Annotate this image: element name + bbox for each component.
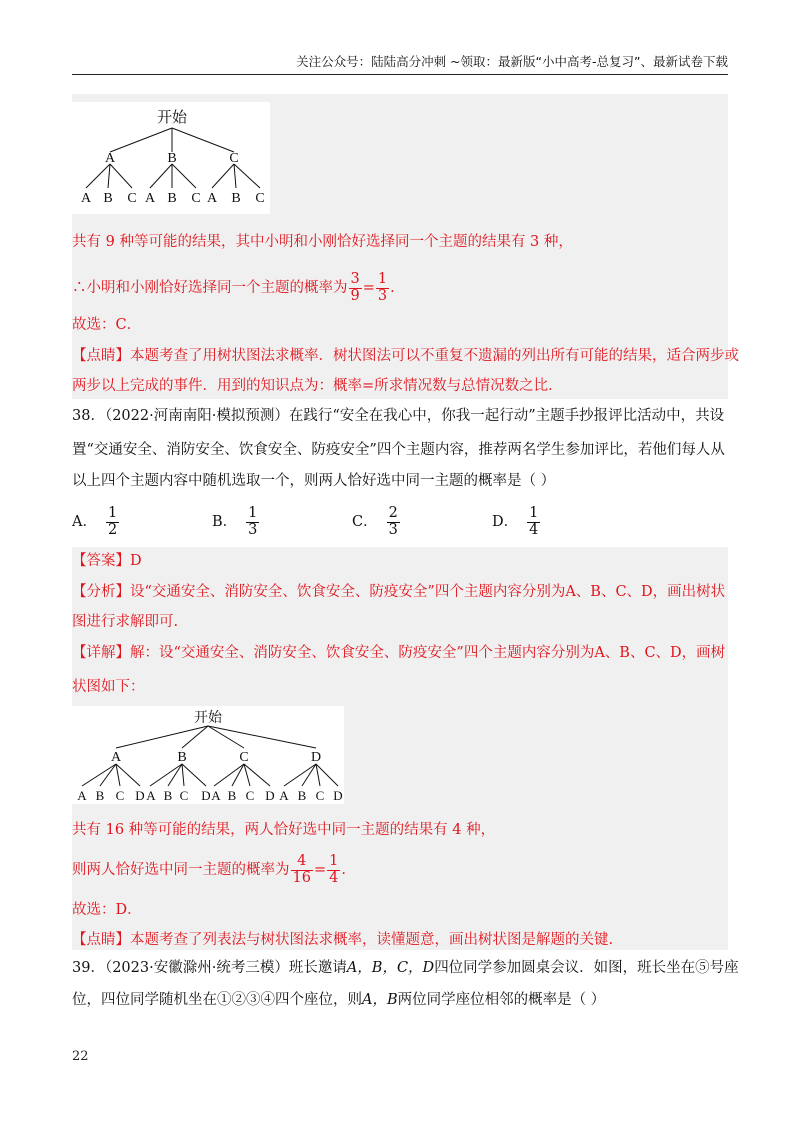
probability-line	[72, 850, 346, 890]
fraction-4-16: $\frac{4}{16}$	[292, 853, 311, 886]
page-number: 22	[72, 1049, 89, 1064]
tree2-leaf: C	[115, 788, 125, 803]
dianjing-line-38	[72, 930, 613, 950]
tree2-leaf: C	[245, 788, 255, 803]
tree1-leaf: A	[206, 191, 218, 206]
option-d	[492, 502, 541, 542]
answer-line	[72, 551, 142, 571]
block1-choice: 故选：C．	[72, 317, 142, 333]
fenxi-line1	[72, 582, 725, 602]
tree2-leaf: B	[95, 788, 105, 803]
fenxi-line2: 图进行求解即可.	[72, 614, 179, 630]
tree2-leaf: C	[179, 788, 189, 803]
q39-text-d: 两位同学座位相邻的概率是（ ）	[397, 992, 606, 1008]
tree2-leaf: D	[135, 788, 145, 803]
dianjing-text: 本题考查了列表法与树状图法求概率，读懂题意，画出树状图是解题的关键.	[130, 932, 614, 948]
probability-text: 则两人恰好选中同一主题的概率为	[72, 862, 290, 878]
option-d-fraction: $\frac{1}{4}$	[529, 505, 539, 538]
option-c	[352, 502, 401, 542]
tree1-node-c: C	[229, 151, 239, 166]
tree1-leaf: A	[144, 191, 156, 206]
header-text: 关注公众号：陆陆高分冲刺 ~领取：最新版“小中高考-总复习”、最新试卷下载	[296, 54, 728, 69]
block1-line1: 共有 9 种等可能的结果，其中小明和小刚恰好选择同一个主题的结果有 3 种，	[72, 234, 573, 250]
answer-tag: 【答案】	[72, 553, 130, 569]
tree2-leaf: B	[163, 788, 173, 803]
tree1-root: 开始	[156, 110, 188, 126]
xiangjie-tag: 【详解】	[72, 645, 130, 661]
option-b	[212, 502, 260, 542]
equals-sign: =	[362, 280, 375, 296]
tree1-node-b: B	[167, 151, 177, 166]
fraction-1-4: $\frac{1}{4}$	[329, 853, 339, 886]
tree2-leaf: D	[333, 788, 343, 803]
q39-text-c: 位，四位同学随机坐在①②③④四个座位，则	[72, 992, 362, 1008]
page-header	[72, 52, 728, 75]
choose-line: 故选：D．	[72, 902, 142, 918]
tree1-leaf: C	[127, 191, 137, 206]
fraction-3-9: $\frac{3}{9}$	[350, 271, 360, 304]
xiangjie-line2: 状图如下：	[72, 679, 145, 695]
option-d-label: D．	[492, 514, 519, 530]
tree2-leaf: A	[279, 788, 289, 803]
tree1-leaf: C	[255, 191, 265, 206]
tree2-node-b: B	[177, 750, 187, 765]
option-a-label: A．	[72, 514, 97, 530]
tree2-leaf: A	[146, 788, 156, 803]
tree2-node-c: C	[239, 750, 249, 765]
tree-diagram-1	[72, 102, 270, 214]
q38-line1: 38．（2022·河南南阳·模拟预测）在践行“安全在我心中，你我一起行动”主题手抄报评比活动中，共设	[72, 408, 725, 424]
option-b-label: B．	[212, 514, 238, 530]
tree2-leaf: D	[201, 788, 211, 803]
xiangjie-line1	[72, 643, 725, 663]
fraction-1-3: $\frac{1}{3}$	[377, 271, 388, 304]
tree1-leaf: B	[103, 191, 113, 206]
option-c-fraction: $\frac{2}{3}$	[388, 505, 398, 538]
tree2-leaf: A	[77, 788, 87, 803]
tree2-root: 开始	[194, 711, 222, 726]
period: .	[341, 862, 346, 878]
period: .	[390, 280, 395, 296]
tree1-leaf: B	[231, 191, 241, 206]
tree2-leaf: B	[227, 788, 237, 803]
block1-line2	[72, 268, 395, 308]
option-a	[72, 502, 120, 542]
block1-dianjing-l1	[72, 346, 739, 366]
fenxi-tag: 【分析】	[72, 584, 130, 600]
tree1-leaf: A	[80, 191, 92, 206]
q39-text-a: 39．（2023·安徽滁州·统考三模）班长邀请	[72, 960, 347, 976]
q39-line2	[72, 990, 605, 1010]
tree2-node-d: D	[310, 750, 322, 765]
block1-line2-text: ∴小明和小刚恰好选择同一个主题的概率为	[72, 280, 348, 296]
q39-vars-a: A，B，C，D	[346, 960, 435, 976]
dianjing-text: 本题考查了用树状图法求概率．树状图法可以不重复不遗漏的列出所有可能的结果，适合两步或	[130, 348, 739, 364]
tree2-leaf: B	[297, 788, 307, 803]
equals-sign: =	[313, 862, 327, 878]
fenxi-text: 设“交通安全、消防安全、饮食安全、防疫安全”四个主题内容分别为A、B、C、D，画出树状	[130, 584, 726, 600]
q39-line1	[72, 958, 739, 978]
total-outcomes-line: 共有 16 种等可能的结果，两人恰好选中同一主题的结果有 4 种，	[72, 822, 496, 838]
option-a-fraction: $\frac{1}{2}$	[107, 505, 118, 538]
tree2-leaf: D	[265, 788, 275, 803]
dianjing-tag: 【点睛】	[72, 348, 130, 364]
dianjing-tag: 【点睛】	[72, 932, 130, 948]
option-c-label: C．	[352, 514, 378, 530]
q39-text-b: 四位同学参加圆桌会议．如图，班长坐在⑤号座	[434, 960, 739, 976]
tree1-leaf: B	[167, 191, 177, 206]
block1-dianjing-l2: 两步以上完成的事件．用到的知识点为：概率=所求情况数与总情况数之比．	[72, 378, 563, 394]
q38-line3: 以上四个主题内容中随机选取一个，则两人恰好选中同一主题的概率是（ ）	[72, 473, 556, 489]
tree1-node-a: A	[104, 151, 116, 166]
tree1-leaf: C	[191, 191, 201, 206]
tree2-node-a: A	[110, 750, 122, 765]
q39-vars-b: A，B	[362, 992, 398, 1008]
answer-value: D	[130, 553, 142, 569]
q38-line2: 置“交通安全、消防安全、饮食安全、防疫安全”四个主题内容，推荐两名学生参加评比，若他们每人从	[72, 442, 725, 458]
tree2-leaf: A	[211, 788, 221, 803]
tree2-leaf: C	[315, 788, 325, 803]
xiangjie-text: 解：设“交通安全、消防安全、饮食安全、防疫安全”四个主题内容分别为A、B、C、D，画树	[130, 645, 726, 661]
tree-diagram-2	[72, 706, 344, 804]
option-b-fraction: $\frac{1}{3}$	[248, 505, 258, 538]
